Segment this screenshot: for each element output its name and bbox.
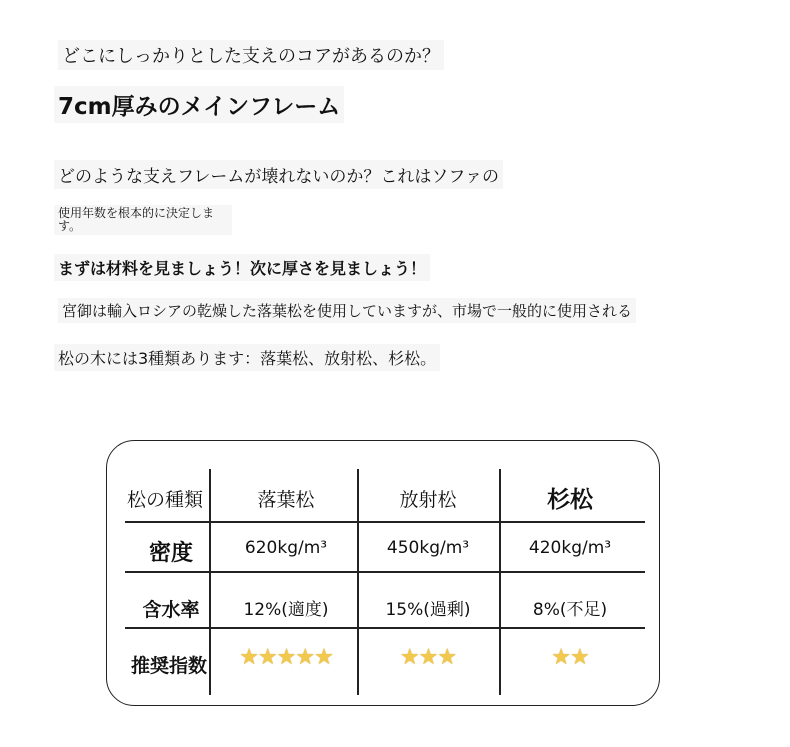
body-text-line-1: 宮御は輸入ロシアの乾燥した落葉松を使用していますが、市場で一般的に使用される [58,298,636,323]
rating-larch-stars: ★★★★★ [239,645,333,670]
moisture-fir: 8%(不足) [532,600,608,620]
pine-comparison-table [106,440,660,706]
column-header-fir: 杉松 [547,487,593,513]
usage-years-note: 使用年数を根本的に決定します。 [54,205,232,235]
table-divider-horizontal [125,521,645,523]
density-larch: 620kg/m³ [244,538,328,558]
moisture-radiata: 15%(過剰) [385,600,471,620]
column-header-larch: 落葉松 [257,489,315,511]
main-frame-heading: 7cm厚みのメインフレーム [54,86,344,123]
lead-sentence: まずは材料を見ましょう！次に厚さを見ましょう！ [54,254,430,281]
density-radiata: 450kg/m³ [386,538,470,558]
column-header-radiata: 放射松 [399,489,457,511]
body-text-line-2: 松の木には3種類あります：落葉松、放射松、杉松。 [54,344,440,371]
rating-radiata-stars: ★★★ [399,645,457,670]
moisture-larch: 12%(適度) [243,600,329,620]
rating-label: 推奨指数 [130,655,207,677]
rating-fir-stars: ★★ [551,645,589,670]
density-fir: 420kg/m³ [528,538,612,558]
table-divider-horizontal [125,571,645,573]
question-support-core: どこにしっかりとした支えのコアがあるのか？ [58,40,444,70]
table-divider-horizontal [125,627,645,629]
question-support-frame: どのような支えフレームが壊れないのか？これはソファの [54,160,503,189]
moisture-label: 含水率 [142,599,200,621]
pine-type-header: 松の種類 [126,489,203,511]
density-label: 密度 [148,541,193,566]
